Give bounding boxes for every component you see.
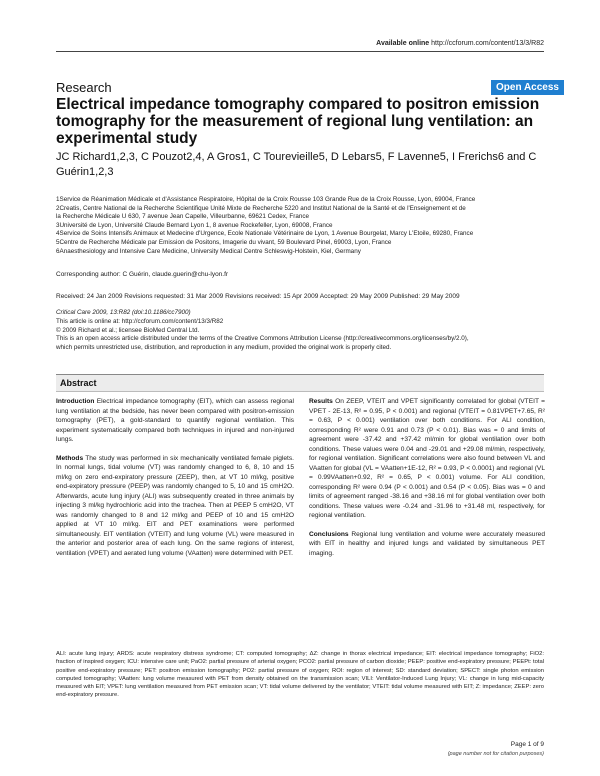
author-list: JC Richard1,2,3, C Pouzot2,4, A Gros1, C Tourevieille5, D Lebars5, F Lavenne5, I Frerichs6 and C Guérin1,2,3 bbox=[56, 151, 537, 178]
abstract-left-column bbox=[56, 397, 294, 567]
abstract-header bbox=[56, 374, 544, 392]
available-online-url[interactable]: http://ccforum.com/content/13/3/R82 bbox=[431, 40, 544, 47]
intro-paragraph bbox=[56, 397, 294, 445]
affiliation: 3Université de Lyon, Université Claude Bernard Lyon 1, 8 avenue Rockefeller, Lyon, 69008, France bbox=[56, 221, 333, 229]
conclusions-paragraph bbox=[309, 530, 545, 559]
publication-info bbox=[56, 309, 556, 353]
abstract-heading: Abstract bbox=[60, 378, 97, 388]
available-online bbox=[376, 40, 544, 47]
open-access-badge: Open Access bbox=[491, 80, 564, 95]
article-url[interactable]: This article is online at: http://ccforum.com/content/13/3/R82 bbox=[56, 317, 224, 325]
results-paragraph bbox=[309, 397, 545, 521]
publication-dates: Received: 24 Jan 2009 Revisions requested: 31 Mar 2009 Revisions received: 15 Apr 2009 Accepted: 29 May 2009 Published: 29 May 2009 bbox=[56, 293, 460, 300]
citation: Critical Care 2009, 13:R82 (doi:10.1186/cc7900) bbox=[56, 309, 191, 316]
affiliation: 5Centre de Recherche Médicale par Emission de Positons, Imagerie du vivant, 59 Boulevard Pinel, 69003, Lyon, France bbox=[56, 238, 392, 246]
conclusions-text: Regional lung ventilation and volume were accurately measured with EIT in healthy and injured lungs and validated by simultaneous PET imaging. bbox=[309, 530, 545, 557]
methods-text: The study was performed in six mechanically ventilated female piglets. In normal lungs, tidal volume (VT) was randomly changed to 6, 8, 10 and 15 ml/kg on zero end-expiratory pressure (ZEEP), then, at VT 10 ml/kg, positive end-expiratory pressure (PEEP) was randomly changed to 5, 10 and 15 cmH2O. Afterwards, acute lung injury (ALI) was subsequently created in three animals by injecting 3 ml/kg hydrochloric acid into the trachea. Then at PEEP 5 cmH2O, VT was randomly changed to 8 and 12 ml/kg and PEEP of 10 and 15 cmH2O applied at VT 10 ml/kg. EIT and PET examinations were performed simultaneously. EIT ventilation (VTEIT) and lung volume (VL) were measured in the anterior and posterior area of each lung. On the same regions of interest, ventilation (VPET) and aerated lung volume (VAatten) were determined with PET. bbox=[56, 454, 294, 557]
copyright: © 2009 Richard et al.; licensee BioMed Central Ltd. bbox=[56, 326, 200, 334]
methods-paragraph bbox=[56, 454, 294, 559]
methods-label: Methods bbox=[56, 454, 84, 462]
article-title: Electrical impedance tomography compared to positron emission tomography for the measurement of regional lung ventilation: an experimental study bbox=[56, 96, 540, 147]
available-online-label: Available online bbox=[376, 40, 430, 47]
affiliation: 2Creatis, Centre National de la Recherche Scientifique Unité Mixte de Recherche 5220 and Institut National de la Santé et de l'Enseignement et de bbox=[56, 204, 466, 212]
affiliation: la Recherche Médicale U 630, 7 avenue Jean Capelle, Villeurbanne, 69621 Cedex, France bbox=[56, 213, 309, 221]
page-number: Page 1 of 9 bbox=[510, 741, 544, 748]
results-label: Results bbox=[309, 398, 333, 405]
results-text: On ZEEP, VTEIT and VPET significantly correlated for global (VTEIT = VPET - 2E-13, R² = 0.95, P < 0.001) and regional (VTEIT = 0.81VPET+7.65, R² = 0.63, P < 0.001) ventilation over both conditions. For ALI condition, corresponding R² were 0.91 and 0.73 (P < 0.01). Bias was = 0 and limits of agreement were -37.42 and +37.42 ml/min for global ventilation over both conditions. These values were 0.04 and -29.01 and +29.08 ml/min, respectively, for regional ventilation. Significant correlations were also found between VL and VAatten for global (VL = VAatten+1E-12, R² = 0.93, P < 0.0001) and regional (VL = 0.99VAatten+0.92, R² = 0.65, P < 0.001) volume. For ALI condition, corresponding R² were 0.94 (P < 0.001) and 0.54 (P < 0.05). Bias was = 0 and limits of agreement ranged -38.16 and +38.16 ml for global ventilation over both conditions. These values were -0.24 and -31.96 to +31.48 ml, respectively, for regional ventilation. bbox=[309, 398, 545, 519]
intro-label: Introduction bbox=[56, 398, 95, 405]
affiliation: 1Service de Réanimation Médicale et d'Assistance Respiratoire, Hôpital de la Croix Rousse 103 Grande Rue de la Croix Rousse, Lyon, 69004, France bbox=[56, 196, 476, 203]
license-line: which permits unrestricted use, distribution, and reproduction in any medium, provided the original work is properly cited. bbox=[56, 344, 392, 352]
corresponding-author: Corresponding author: C Guérin, claude.guerin@chu-lyon.fr bbox=[56, 271, 229, 278]
abstract-right-column bbox=[309, 397, 545, 567]
license-line[interactable]: This is an open access article distributed under the terms of the Creative Commons Attribution License (http://creativecommons.org/licenses/by/2.0), bbox=[56, 335, 469, 343]
affiliation: 4Service de Soins Intensifs Animaux et Medecine d'Urgence, Ecole Nationale Vétérinaire de Lyon, 1 Avenue Bourgelat, Marcy L'Etoile, 69280, France bbox=[56, 230, 474, 238]
affiliations bbox=[56, 196, 546, 256]
conclusions-label: Conclusions bbox=[309, 530, 349, 538]
page-note: (page number not for citation purposes) bbox=[447, 751, 544, 757]
section-label: Research bbox=[56, 80, 112, 95]
header-rule bbox=[56, 51, 544, 52]
abbreviations: ALI: acute lung injury; ARDS: acute respiratory distress syndrome; CT: computed tomography; ΔZ: change in thorax electrical impedance; EIT: electrical impedance tomography; FiO2: fraction of inspired oxygen; ICU: intensive care unit; PaO2: partial pressure of arterial oxygen; PCO2: partial pressure of carbon dioxide; PEEP: positive end-expiratory pressure; PEEPt: total positive end-expiratory pressure; PET: positron emission tomography; PO2: partial pressure of oxygen; ROI: region of interest; SD: standard deviation; SPECT: single photon emission computed tomography; VAatten: lung volume measured with PET from density obtained on the transmission scan; VILI: Ventilator-Induced Lung Injury; VL: change in lung mid-capacity measured with EIT; VPET: lung ventilation measured from PET emission scan; VT: tidal volume delivered by the ventilator; VTEIT: tidal volume measured with EIT; Z: impedance; ZEEP: zero end-expiratory pressure. bbox=[56, 651, 544, 699]
intro-text: Electrical impedance tomography (EIT), which can assess regional lung ventilation at the bedside, has never been compared with positron-emission tomography (PET), a gold-standard to quantify regional ventilation. This experiment systematically compared both techniques in injured and non-injured lungs. bbox=[56, 398, 294, 443]
affiliation: 6Anaesthesiology and Intensive Care Medicine, University Medical Centre Schleswig-Holstein, Kiel, Germany bbox=[56, 247, 361, 255]
